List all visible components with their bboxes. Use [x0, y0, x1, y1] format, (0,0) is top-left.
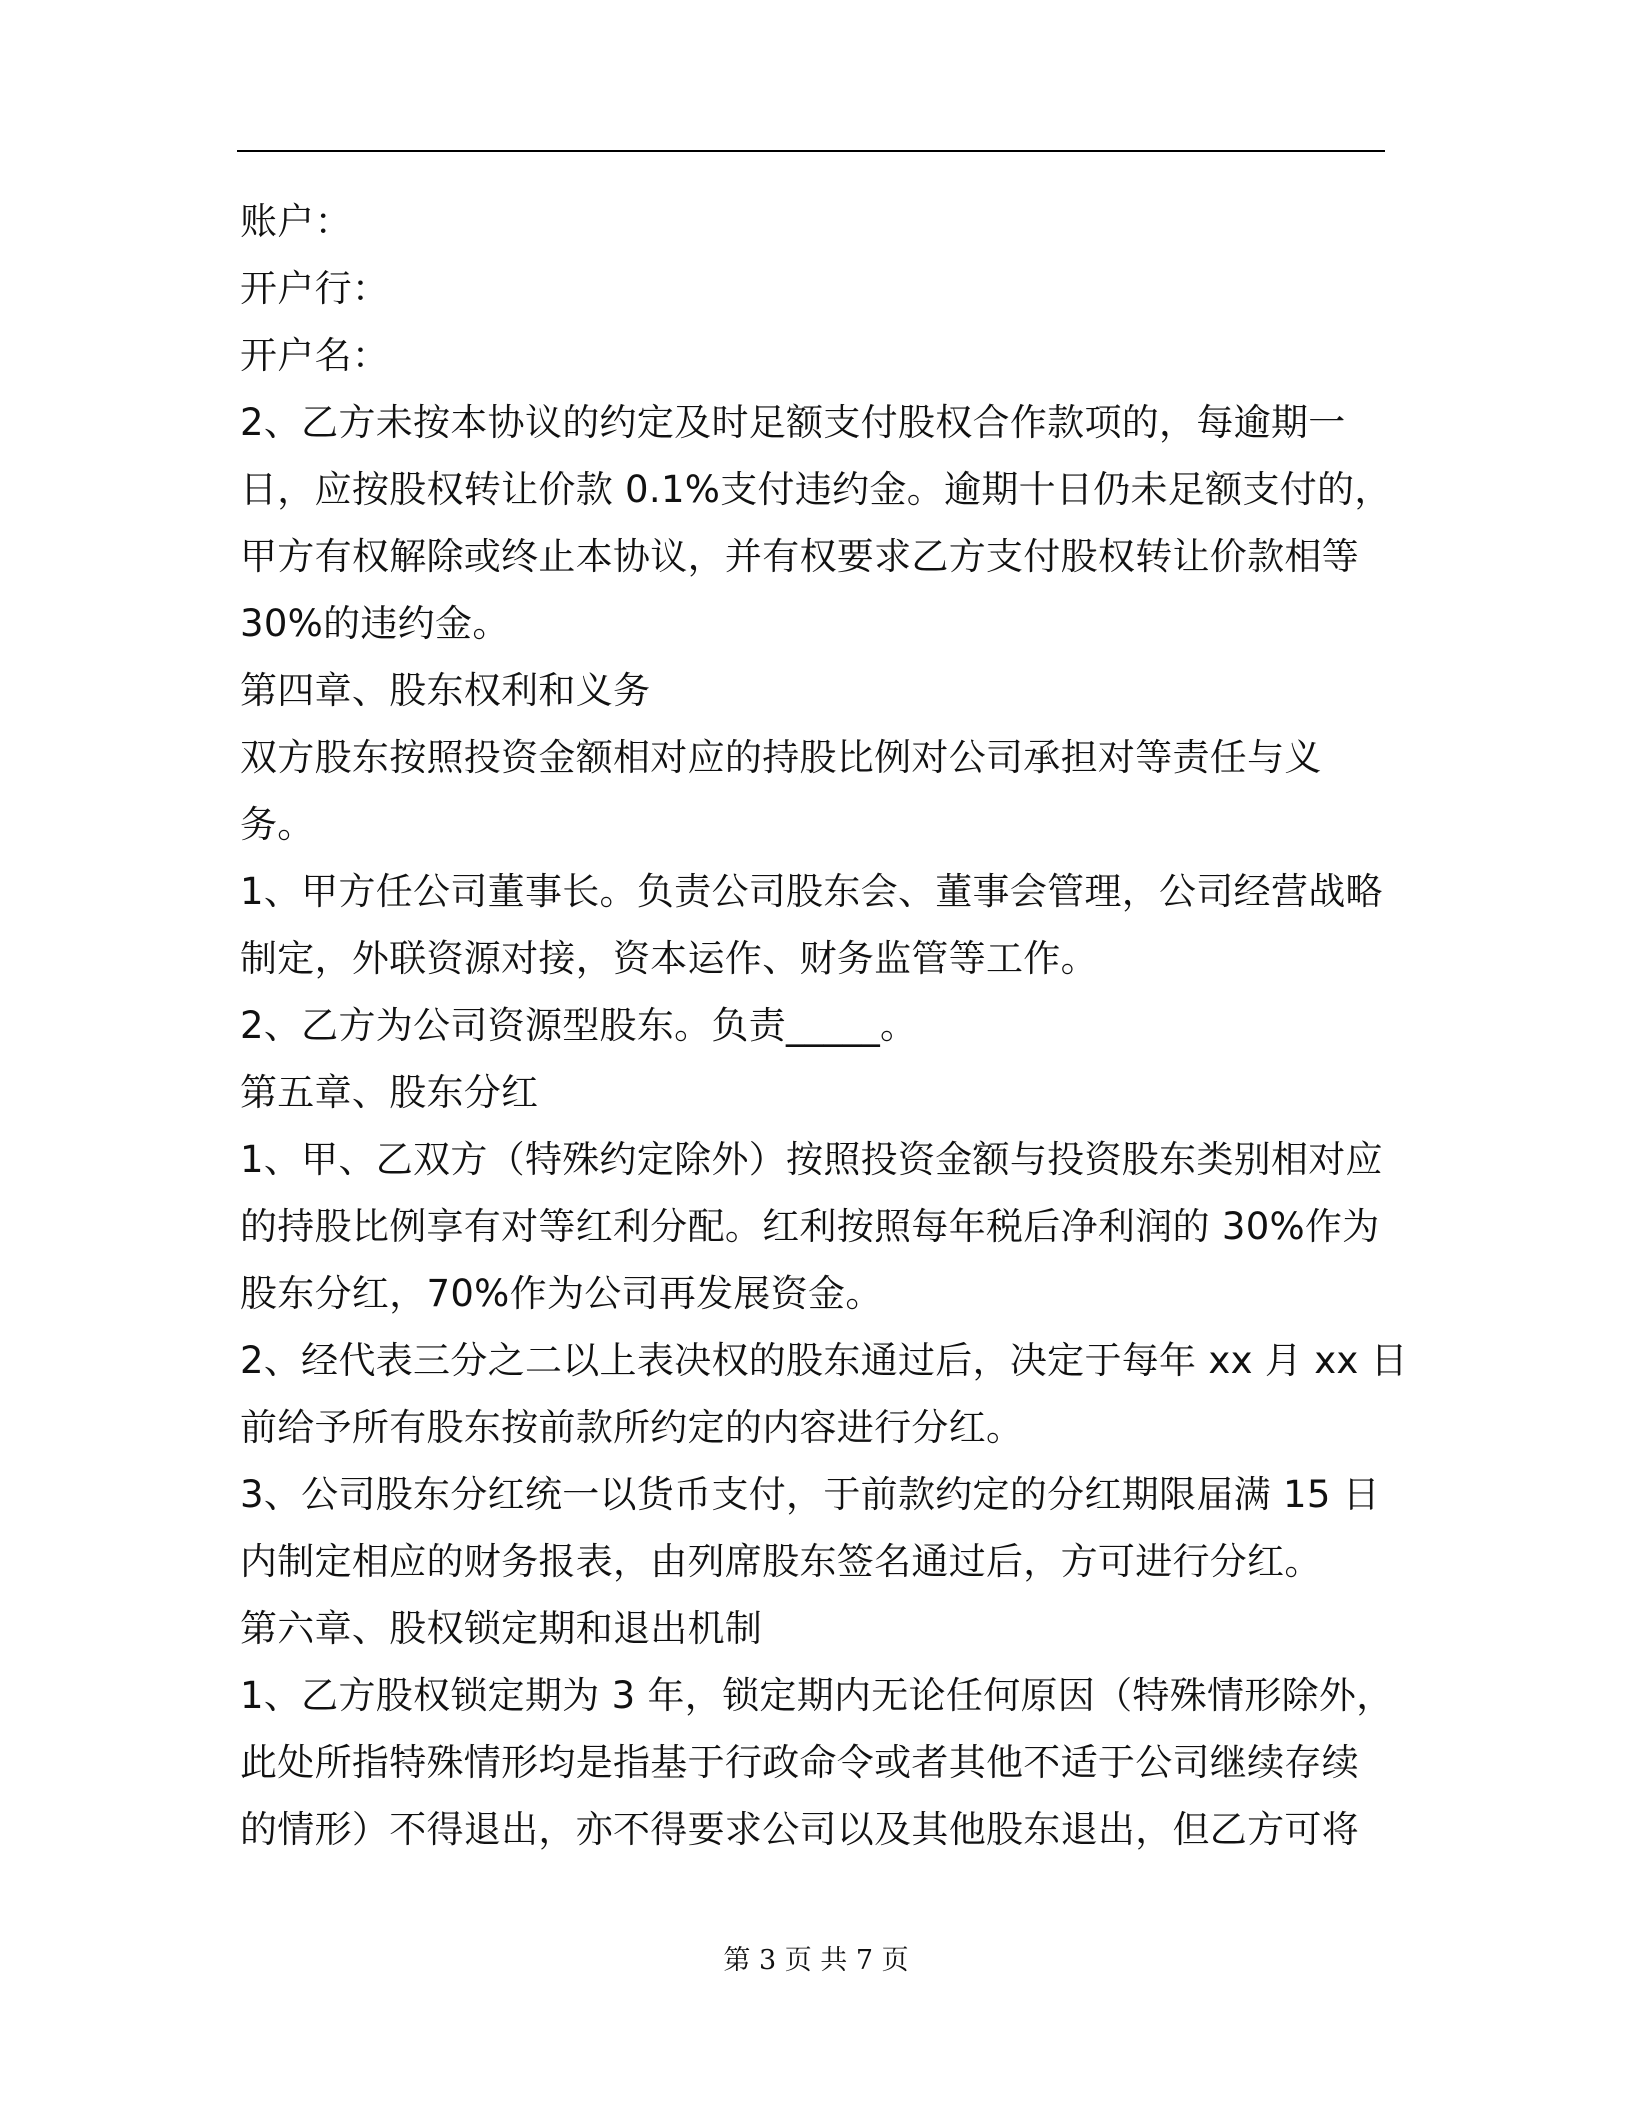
- field-account-name: 开户名：: [240, 334, 390, 377]
- paragraph-line: 2、经代表三分之二以上表决权的股东通过后，决定于每年 xx 月 xx 日: [240, 1339, 1408, 1382]
- paragraph-line: 30%的违约金。: [240, 602, 510, 645]
- paragraph-line: 1、甲方任公司董事长。负责公司股东会、董事会管理，公司经营战略: [240, 870, 1383, 913]
- paragraph-line: 甲方有权解除或终止本协议，并有权要求乙方支付股权转让价款相等: [240, 535, 1359, 578]
- paragraph-line: 的情形）不得退出，亦不得要求公司以及其他股东退出，但乙方可将: [240, 1808, 1359, 1851]
- field-bank: 开户行：: [240, 267, 390, 310]
- paragraph-line: 1、乙方股权锁定期为 3 年，锁定期内无论任何原因（特殊情形除外，: [240, 1674, 1394, 1717]
- paragraph-line: 内制定相应的财务报表，由列席股东签名通过后，方可进行分红。: [240, 1540, 1322, 1583]
- paragraph-line: 3、公司股东分红统一以货币支付，于前款约定的分红期限届满 15 日: [240, 1473, 1381, 1516]
- paragraph-line: 务。: [240, 803, 315, 846]
- paragraph-line: 前给予所有股东按前款所约定的内容进行分红。: [240, 1406, 1024, 1449]
- paragraph-line: 1、甲、乙双方（特殊约定除外）按照投资金额与投资股东类别相对应: [240, 1138, 1383, 1181]
- paragraph-line: 2、乙方为公司资源型股东。负责_____。: [240, 1004, 918, 1047]
- chapter-heading: 第四章、股东权利和义务: [240, 669, 651, 712]
- document-body: [240, 188, 1408, 1863]
- chapter-heading: 第六章、股权锁定期和退出机制: [240, 1607, 763, 1650]
- paragraph-line: 双方股东按照投资金额相对应的持股比例对公司承担对等责任与义: [240, 736, 1322, 779]
- paragraph-line: 2、乙方未按本协议的约定及时足额支付股权合作款项的，每逾期一: [240, 401, 1346, 444]
- paragraph-line: 此处所指特殊情形均是指基于行政命令或者其他不适于公司继续存续: [240, 1741, 1359, 1784]
- paragraph-line: 的持股比例享有对等红利分配。红利按照每年税后净利润的 30%作为: [240, 1205, 1380, 1248]
- page-number: 第 3 页 共 7 页: [723, 1945, 909, 1976]
- paragraph-line: 制定，外联资源对接，资本运作、财务监管等工作。: [240, 937, 1098, 980]
- paragraph-line: 股东分红，70%作为公司再发展资金。: [240, 1272, 883, 1315]
- header-rule: [237, 150, 1385, 152]
- field-account: 账户：: [240, 200, 352, 243]
- paragraph-line: 日，应按股权转让价款 0.1%支付违约金。逾期十日仍未足额支付的，: [240, 468, 1392, 511]
- chapter-heading: 第五章、股东分红: [240, 1071, 539, 1114]
